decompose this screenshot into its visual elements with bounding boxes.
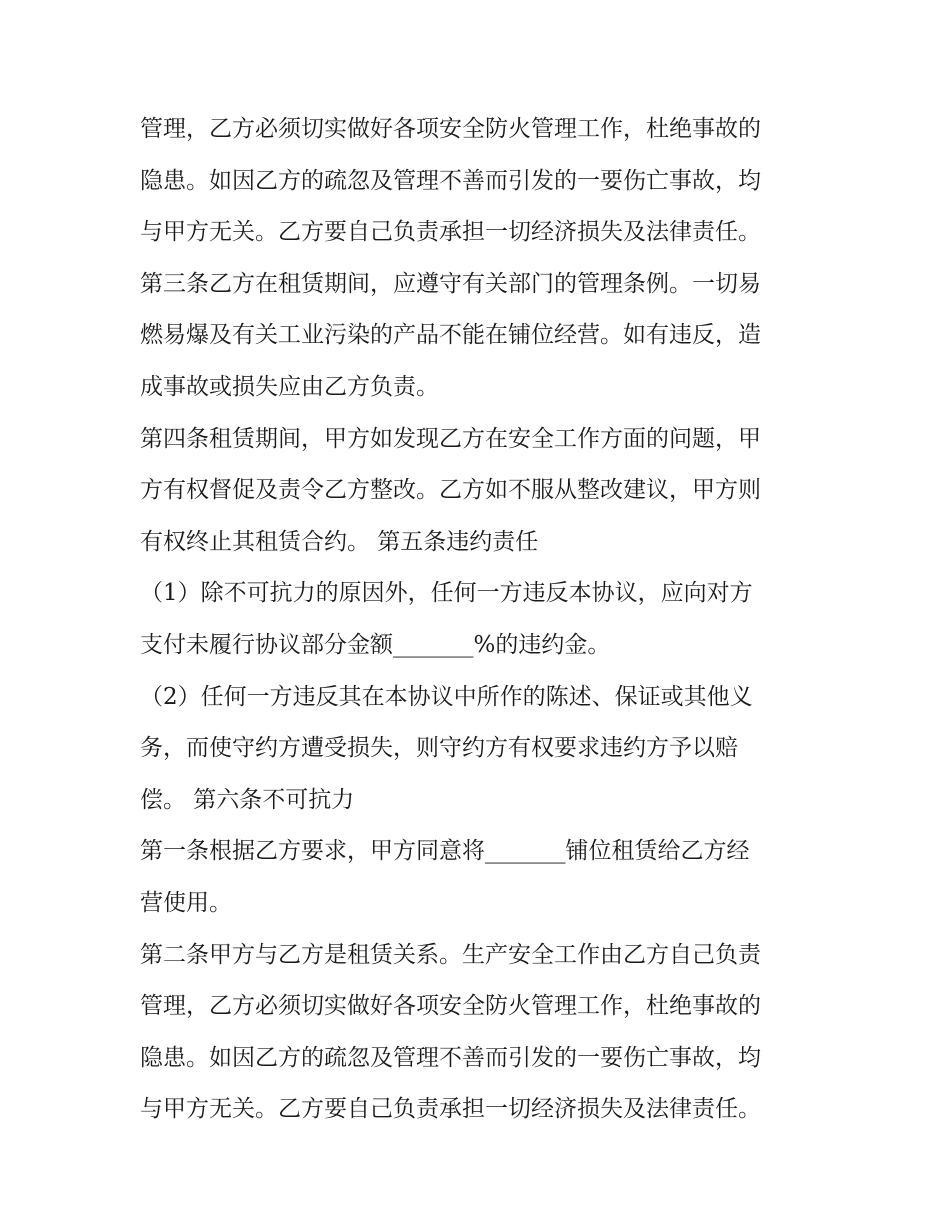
- text-line: 第一条根据乙方要求，甲方同意将_______铺位租赁给乙方经: [140, 838, 750, 865]
- text-line: 管理，乙方必须切实做好各项安全防火管理工作，杜绝事故的: [140, 116, 761, 142]
- text-line: （1）除不可抗力的原因外，任何一方违反本协议，应向对方: [140, 580, 753, 607]
- text-line: 第二条甲方与乙方是租赁关系。生产安全工作由乙方自己负责: [140, 941, 761, 968]
- text-line: 隐患。如因乙方的疏忽及管理不善而引发的一要伤亡事故，均: [140, 167, 761, 194]
- text-line: 务，而使守约方遭受损失，则守约方有权要求违约方予以赔: [140, 735, 738, 762]
- text-line: 第三条乙方在租赁期间，应遵守有关部门的管理条例。一切易: [140, 270, 761, 297]
- text-line: 隐患。如因乙方的疏忽及管理不善而引发的一要伤亡事故，均: [140, 1044, 761, 1071]
- text-line: 燃易爆及有关工业污染的产品不能在铺位经营。如有违反，造: [140, 322, 761, 349]
- text-line: 支付未履行协议部分金额_______%的违约金。: [140, 631, 611, 658]
- text-line: 与甲方无关。乙方要自己负责承担一切经济损失及法律责任。: [140, 219, 761, 246]
- text-line: 管理，乙方必须切实做好各项安全防火管理工作，杜绝事故的: [140, 993, 761, 1020]
- text-line: 与甲方无关。乙方要自己负责承担一切经济损失及法律责任。: [140, 1096, 761, 1123]
- text-line: 有权终止其租赁合约。 第五条违约责任: [140, 528, 539, 555]
- text-line: 营使用。: [140, 889, 232, 916]
- text-line: 第四条租赁期间，甲方如发现乙方在安全工作方面的问题，甲: [140, 425, 761, 452]
- document-body: [140, 104, 820, 1136]
- text-line: 方有权督促及责令乙方整改。乙方如不服从整改建议，甲方则: [140, 477, 761, 504]
- text-line: （2）任何一方违反其在本协议中所作的陈述、保证或其他义: [140, 683, 753, 710]
- text-line: 偿。 第六条不可抗力: [140, 786, 355, 813]
- text-line: 成事故或损失应由乙方负责。: [140, 373, 439, 400]
